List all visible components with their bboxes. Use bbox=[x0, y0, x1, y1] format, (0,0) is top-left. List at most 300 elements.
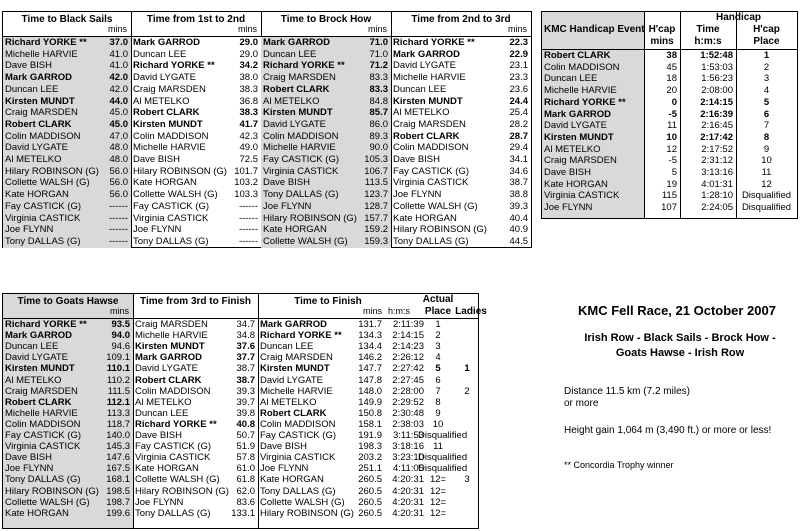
handicap-mins: 38 bbox=[666, 50, 677, 61]
finish-unit-hms: h:m:s bbox=[388, 306, 411, 316]
table-row bbox=[391, 177, 531, 189]
runner-name: Tony DALLAS (G) bbox=[263, 189, 339, 201]
split-time: 159.2 bbox=[364, 224, 388, 236]
table-row bbox=[391, 224, 531, 236]
runner-name: Michelle HARVIE bbox=[263, 142, 336, 154]
runner-name: Kirsten MUNDT bbox=[5, 95, 75, 107]
table-row bbox=[261, 72, 391, 84]
table-row bbox=[391, 96, 531, 108]
runner-name: Hilary ROBINSON (G) bbox=[263, 212, 357, 224]
split-time: 34.1 bbox=[509, 154, 528, 165]
runner-name: Michelle HARVIE bbox=[5, 407, 78, 419]
runner-name: Kirsten MUNDT bbox=[260, 363, 330, 375]
finish-hms: 4:20:31 bbox=[392, 474, 424, 486]
handicap-time: 2:14:15 bbox=[700, 96, 733, 108]
section-title: Time from 2nd to 3rd bbox=[411, 14, 511, 25]
section-title: Time to Goats Hawse bbox=[17, 296, 119, 307]
runner-name: Michelle HARVIE bbox=[544, 85, 617, 97]
table-row bbox=[131, 177, 261, 189]
split-time: 23.3 bbox=[509, 72, 528, 84]
finish-hms: 2:27:45 bbox=[392, 374, 424, 386]
split-time: 51.9 bbox=[236, 441, 255, 453]
table-row bbox=[133, 508, 258, 520]
runner-name: Richard YORKE ** bbox=[260, 330, 342, 342]
runner-name: Collette WALSH (G) bbox=[263, 235, 348, 247]
runner-name: Michelle HARVIE bbox=[260, 385, 333, 397]
split-time: 140.0 bbox=[106, 430, 130, 441]
hcap-time-unit: h:m:s bbox=[694, 36, 722, 47]
handicap-place: 12 bbox=[761, 178, 772, 190]
table-row bbox=[391, 49, 531, 61]
runner-name: Colin MADDISON bbox=[260, 418, 336, 430]
handicap-mins: 107 bbox=[661, 202, 677, 214]
handicap-time: 1:53:03 bbox=[701, 61, 733, 73]
table-row bbox=[261, 201, 391, 213]
table-row bbox=[261, 224, 391, 236]
split-time: 45.0 bbox=[109, 107, 128, 119]
table-row bbox=[3, 508, 133, 520]
runner-name: Fay CASTICK (G) bbox=[5, 430, 82, 441]
runner-name: Tony DALLAS (G) bbox=[133, 235, 209, 247]
actual-place: Disqualified bbox=[418, 452, 468, 464]
finish-hms: 2:27:42 bbox=[392, 363, 424, 375]
runner-name: Virginia CASTICK bbox=[5, 441, 81, 453]
section-title: Time to Finish bbox=[294, 296, 362, 307]
finish-hms: 2:14:23 bbox=[392, 341, 424, 353]
runner-name: Dave BISH bbox=[135, 430, 182, 441]
finish-hms: 4:11:05 bbox=[393, 463, 424, 475]
runner-name: Al METELKO bbox=[260, 396, 317, 408]
runner-name: Collette WALSH (G) bbox=[260, 496, 345, 508]
split-time: 28.7 bbox=[509, 130, 528, 142]
actual-place: 12= bbox=[429, 485, 447, 497]
handicap-time: 3:13:16 bbox=[701, 167, 733, 178]
runner-name: Al METELKO bbox=[135, 396, 192, 408]
runner-name: Collette WALSH (G) bbox=[5, 496, 90, 508]
route-line-1: Irish Row - Black Sails - Brock How - bbox=[584, 332, 776, 344]
runner-name: Robert CLARK bbox=[263, 83, 330, 95]
runner-name: Hilary ROBINSON (G) bbox=[5, 165, 99, 177]
handicap-table bbox=[541, 11, 798, 219]
handicap-place: 7 bbox=[763, 120, 770, 132]
split-time: 38.3 bbox=[239, 107, 258, 119]
split-time: 56.0 bbox=[109, 165, 128, 177]
section-2 bbox=[261, 12, 392, 247]
split-time: 198.7 bbox=[106, 496, 130, 508]
table-row bbox=[391, 119, 531, 131]
table-row bbox=[3, 142, 131, 154]
runner-name: Mark GARROD bbox=[5, 330, 73, 342]
runner-name: Kate HORGAN bbox=[263, 224, 327, 236]
table-row bbox=[131, 224, 261, 236]
runner-name: Hilary ROBINSON (G) bbox=[133, 165, 227, 177]
runner-name: Virginia CASTICK bbox=[260, 452, 336, 464]
finish-unit-mins: mins bbox=[362, 306, 382, 316]
handicap-place: 4 bbox=[763, 85, 770, 97]
split-time: 109.1 bbox=[106, 352, 130, 364]
split-time: 57.8 bbox=[236, 452, 255, 464]
table-row bbox=[261, 154, 391, 166]
actual-place: 6 bbox=[435, 374, 441, 386]
runner-name: Hilary ROBINSON (G) bbox=[135, 485, 229, 497]
table-row bbox=[391, 72, 531, 84]
runner-name: Dave BISH bbox=[544, 167, 591, 178]
finish-mins: 134.3 bbox=[358, 330, 382, 342]
runner-name: Virginia CASTICK bbox=[263, 165, 339, 177]
section-0 bbox=[3, 12, 132, 247]
runner-name: Tony DALLAS (G) bbox=[5, 474, 81, 486]
table-row bbox=[261, 49, 391, 61]
runner-name: Dave BISH bbox=[393, 154, 440, 165]
runner-name: Robert CLARK bbox=[133, 107, 200, 119]
table-row bbox=[261, 60, 391, 72]
finish-hms: 2:28:00 bbox=[392, 385, 424, 397]
split-time: 34.8 bbox=[236, 330, 255, 342]
runner-name: Richard YORKE ** bbox=[393, 37, 475, 48]
runner-name: David LYGATE bbox=[393, 60, 457, 72]
section-unit: mins bbox=[237, 24, 257, 34]
split-times-table-bottom bbox=[2, 293, 487, 529]
runner-name: Richard YORKE ** bbox=[133, 60, 215, 72]
finish-hms: 3:18:16 bbox=[392, 441, 424, 453]
table-row bbox=[542, 190, 797, 202]
table-row bbox=[131, 72, 261, 84]
runner-name: Fay CASTICK (G) bbox=[135, 441, 212, 453]
split-time: 39.3 bbox=[509, 200, 528, 212]
runner-name: Al METELKO bbox=[263, 95, 320, 107]
split-time: ------ bbox=[239, 200, 258, 212]
split-time: 113.5 bbox=[364, 177, 388, 189]
runner-name: Michelle HARVIE bbox=[133, 142, 206, 154]
handicap-time: 2:17:52 bbox=[701, 143, 733, 155]
table-row bbox=[542, 155, 797, 167]
finish-mins: 251.1 bbox=[358, 463, 382, 475]
runner-name: Craig MARSDEN bbox=[260, 352, 333, 364]
table-row bbox=[131, 96, 261, 108]
split-time: 38.7 bbox=[509, 177, 528, 189]
split-time: 167.5 bbox=[106, 463, 130, 475]
third-section bbox=[133, 294, 259, 528]
split-time: 29.4 bbox=[509, 142, 528, 154]
runner-name: Mark GARROD bbox=[5, 72, 73, 84]
table-row bbox=[131, 213, 261, 225]
finish-hms: 2:14:15 bbox=[392, 330, 424, 342]
runner-name: Kirsten MUNDT bbox=[135, 341, 205, 353]
hcap-time-top: Handicap bbox=[715, 12, 761, 23]
table-row bbox=[131, 142, 261, 154]
table-row bbox=[391, 236, 531, 248]
table-row bbox=[542, 202, 797, 214]
runner-name: Tony DALLAS (G) bbox=[5, 235, 81, 247]
handicap-place: 11 bbox=[761, 167, 772, 178]
runner-name: Duncan LEE bbox=[263, 48, 317, 60]
table-row bbox=[542, 50, 797, 62]
runner-name: Duncan LEE bbox=[133, 48, 187, 60]
handicap-mins: -5 bbox=[668, 108, 677, 120]
runner-name: David LYGATE bbox=[5, 142, 69, 154]
split-time: 50.7 bbox=[236, 430, 255, 441]
handicap-mins: 5 bbox=[671, 167, 677, 178]
split-time: 110.2 bbox=[106, 374, 130, 386]
table-row bbox=[3, 49, 131, 61]
runner-name: Craig MARSDEN bbox=[133, 83, 206, 95]
split-time: 128.7 bbox=[364, 200, 388, 212]
finish-hms: 4:20:31 bbox=[392, 507, 424, 519]
runner-name: Al METELKO bbox=[5, 154, 62, 165]
table-row bbox=[3, 96, 131, 108]
table-row bbox=[3, 107, 131, 119]
table-row bbox=[391, 166, 531, 178]
table-row bbox=[3, 224, 131, 236]
finish-hms: 3:23:10 bbox=[392, 452, 424, 464]
runner-name: Robert CLARK bbox=[260, 407, 327, 419]
split-time: 23.1 bbox=[509, 60, 528, 72]
split-time: 105.3 bbox=[364, 154, 388, 165]
finish-hms: 2:30:48 bbox=[392, 407, 424, 419]
place-header-2: Place bbox=[424, 306, 452, 317]
split-time: 71.2 bbox=[369, 60, 388, 72]
runner-name: Colin MADDISON bbox=[263, 130, 339, 142]
split-time: 42.3 bbox=[239, 130, 258, 142]
table-row bbox=[391, 201, 531, 213]
runner-name: Kate HORGAN bbox=[133, 177, 197, 189]
runner-name: Kate HORGAN bbox=[5, 189, 69, 201]
handicap-mins: 18 bbox=[666, 73, 677, 85]
finish-mins: 131.7 bbox=[358, 319, 382, 330]
split-time: 199.6 bbox=[106, 507, 130, 519]
runner-name: Richard YORKE ** bbox=[135, 418, 217, 430]
runner-name: Tony DALLAS (G) bbox=[135, 507, 211, 519]
runner-name: Duncan LEE bbox=[544, 73, 598, 85]
handicap-time: 2:16:39 bbox=[700, 108, 733, 120]
split-time: 29.0 bbox=[239, 48, 258, 60]
place-header: Actual bbox=[422, 294, 454, 305]
split-time: 86.0 bbox=[369, 118, 388, 130]
split-time: 71.0 bbox=[369, 37, 388, 48]
split-time: 49.0 bbox=[239, 142, 258, 154]
split-time: 28.2 bbox=[509, 118, 528, 130]
handicap-mins: 45 bbox=[666, 61, 677, 73]
split-time: 23.6 bbox=[509, 83, 528, 95]
runner-name: Michelle HARVIE bbox=[393, 72, 466, 84]
split-time: 103.3 bbox=[234, 189, 258, 201]
split-time: 41.7 bbox=[239, 118, 258, 130]
runner-name: Tony DALLAS (G) bbox=[393, 235, 469, 247]
split-time: 22.9 bbox=[509, 48, 528, 60]
split-time: ------ bbox=[109, 224, 128, 236]
split-time: 168.1 bbox=[106, 474, 130, 486]
split-time: 94.0 bbox=[111, 330, 130, 342]
split-time: 38.7 bbox=[236, 374, 255, 386]
finish-hms: 4:20:31 bbox=[392, 496, 424, 508]
runner-name: Richard YORKE ** bbox=[5, 37, 87, 48]
table-row bbox=[542, 167, 797, 179]
table-row bbox=[542, 144, 797, 156]
runner-name: Joe FLYNN bbox=[393, 189, 442, 201]
runner-name: Kate HORGAN bbox=[544, 178, 608, 190]
runner-name: David LYGATE bbox=[133, 72, 197, 84]
runner-name: Kirsten MUNDT bbox=[544, 131, 614, 143]
handicap-place: Disqualified bbox=[741, 190, 792, 202]
runner-name: Joe FLYNN bbox=[544, 202, 593, 214]
split-time: 110.1 bbox=[106, 363, 130, 375]
runner-name: Mark GARROD bbox=[260, 319, 328, 330]
runner-name: Collette WALSH (G) bbox=[393, 200, 478, 212]
runner-name: David LYGATE bbox=[263, 118, 327, 130]
table-row bbox=[3, 84, 131, 96]
runner-name: Dave BISH bbox=[5, 60, 52, 72]
split-time: 145.3 bbox=[106, 441, 130, 453]
runner-name: Fay CASTICK (G) bbox=[263, 154, 340, 165]
runner-name: Kate HORGAN bbox=[260, 474, 324, 486]
split-time: 41.0 bbox=[109, 48, 128, 60]
finish-mins: 149.9 bbox=[358, 396, 382, 408]
actual-place: 12= bbox=[429, 474, 447, 486]
split-time: 39.7 bbox=[236, 396, 255, 408]
split-time: 47.0 bbox=[109, 130, 128, 142]
table-row bbox=[131, 119, 261, 131]
runner-name: Robert CLARK bbox=[5, 396, 72, 408]
table-row bbox=[131, 49, 261, 61]
handicap-place: 1 bbox=[763, 50, 770, 61]
actual-place: 5 bbox=[435, 363, 441, 375]
table-row bbox=[391, 189, 531, 201]
runner-name: David LYGATE bbox=[135, 363, 199, 375]
split-time: 37.0 bbox=[109, 37, 128, 48]
table-row bbox=[131, 236, 261, 248]
split-time: 112.1 bbox=[106, 396, 130, 408]
finish-mins: 150.8 bbox=[358, 407, 382, 419]
split-time: 71.0 bbox=[369, 48, 388, 60]
runner-name: Dave BISH bbox=[260, 441, 307, 453]
runner-name: Craig MARSDEN bbox=[5, 107, 78, 119]
table-row bbox=[391, 60, 531, 72]
split-time: 72.5 bbox=[239, 154, 258, 165]
split-time: 44.5 bbox=[509, 235, 528, 247]
split-time: 40.4 bbox=[509, 212, 528, 224]
ladies-place: 2 bbox=[464, 385, 470, 397]
section-1 bbox=[131, 12, 262, 247]
finish-mins: 260.5 bbox=[358, 496, 382, 508]
split-times-table-top bbox=[2, 11, 532, 248]
runner-name: Fay CASTICK (G) bbox=[393, 165, 470, 177]
runner-name: Kirsten MUNDT bbox=[263, 107, 333, 119]
finish-mins: 147.7 bbox=[358, 363, 382, 375]
section-title: Time to Black Sails bbox=[21, 14, 113, 25]
distance-line-1: Distance 11.5 km (7.2 miles) bbox=[564, 386, 690, 397]
handicap-time: 1:28:10 bbox=[701, 190, 733, 202]
runner-name: Joe FLYNN bbox=[135, 496, 184, 508]
split-time: ------ bbox=[109, 200, 128, 212]
hcap-title: KMC Handicap Event bbox=[544, 24, 645, 35]
handicap-time: 2:08:00 bbox=[701, 85, 733, 97]
split-time: 157.7 bbox=[364, 212, 388, 224]
runner-name: Virginia CASTICK bbox=[5, 212, 81, 224]
runner-name: Hilary ROBINSON (G) bbox=[393, 224, 487, 236]
finish-mins: 260.5 bbox=[358, 485, 382, 497]
table-row bbox=[3, 60, 131, 72]
actual-place: Disqualified bbox=[418, 430, 468, 441]
runner-name: Tony DALLAS (G) bbox=[260, 485, 336, 497]
split-time: ------ bbox=[109, 235, 128, 247]
finish-mins: 260.5 bbox=[358, 507, 382, 519]
finish-hms: 4:20:31 bbox=[392, 485, 424, 497]
table-row bbox=[3, 177, 131, 189]
runner-name: David LYGATE bbox=[5, 352, 69, 364]
section-title: Time from 1st to 2nd bbox=[146, 14, 246, 25]
split-time: 48.0 bbox=[109, 142, 128, 154]
runner-name: Richard YORKE ** bbox=[544, 96, 626, 108]
finish-hms: 3:11:53 bbox=[393, 430, 424, 441]
finish-section bbox=[258, 294, 487, 528]
table-row bbox=[261, 177, 391, 189]
handicap-time: 2:17:42 bbox=[700, 131, 733, 143]
split-time: ------ bbox=[109, 212, 128, 224]
runner-name: Mark GARROD bbox=[393, 48, 461, 60]
runner-name: Michelle HARVIE bbox=[135, 330, 208, 342]
split-time: 113.3 bbox=[106, 407, 130, 419]
hcap-h-unit: mins bbox=[650, 36, 674, 47]
finish-mins: 191.9 bbox=[358, 430, 382, 441]
handicap-mins: 115 bbox=[661, 190, 677, 202]
section-3 bbox=[391, 12, 531, 247]
table-row bbox=[542, 62, 797, 74]
runner-name: Duncan LEE bbox=[5, 341, 59, 353]
split-time: 85.7 bbox=[369, 107, 388, 119]
ladies-header: Ladies bbox=[455, 306, 487, 317]
split-time: 22.3 bbox=[509, 37, 528, 48]
runner-name: Al METELKO bbox=[133, 95, 190, 107]
split-time: 29.0 bbox=[239, 37, 258, 48]
actual-place: 2 bbox=[435, 330, 441, 342]
hcap-place-unit: Place bbox=[753, 36, 780, 47]
split-time: 123.7 bbox=[364, 189, 388, 201]
runner-name: Joe FLYNN bbox=[5, 224, 54, 236]
table-row bbox=[258, 508, 478, 520]
actual-place: 3 bbox=[435, 341, 441, 353]
finish-mins: 198.3 bbox=[358, 441, 382, 453]
runner-name: Kate HORGAN bbox=[5, 507, 69, 519]
split-time: 62.0 bbox=[236, 485, 255, 497]
handicap-place: 8 bbox=[763, 131, 770, 143]
finish-mins: 203.2 bbox=[358, 452, 382, 464]
table-row bbox=[261, 213, 391, 225]
table-row bbox=[542, 179, 797, 191]
runner-name: Fay CASTICK (G) bbox=[5, 200, 82, 212]
split-time: 44.0 bbox=[109, 95, 128, 107]
runner-name: Mark GARROD bbox=[263, 37, 331, 48]
runner-name: Duncan LEE bbox=[260, 341, 314, 353]
finish-mins: 158.1 bbox=[358, 418, 382, 430]
split-time: ------ bbox=[239, 224, 258, 236]
split-time: ------ bbox=[239, 235, 258, 247]
table-row bbox=[261, 189, 391, 201]
route-line-2: Goats Hawse - Irish Row bbox=[615, 347, 745, 359]
table-row bbox=[131, 154, 261, 166]
finish-hms: 2:38:03 bbox=[392, 418, 424, 430]
runner-name: Dave BISH bbox=[5, 452, 52, 464]
hcap-place-header: H'cap bbox=[753, 24, 780, 35]
runner-name: Collette WALSH (G) bbox=[135, 474, 220, 486]
runner-name: Richard YORKE ** bbox=[5, 319, 87, 330]
table-row bbox=[131, 84, 261, 96]
runner-name: Colin MADDISON bbox=[135, 385, 211, 397]
actual-place: 1 bbox=[435, 319, 441, 330]
split-time: 198.5 bbox=[106, 485, 130, 497]
ladies-place: 1 bbox=[464, 363, 470, 375]
table-row bbox=[542, 97, 797, 109]
section-unit: mins bbox=[107, 24, 127, 34]
